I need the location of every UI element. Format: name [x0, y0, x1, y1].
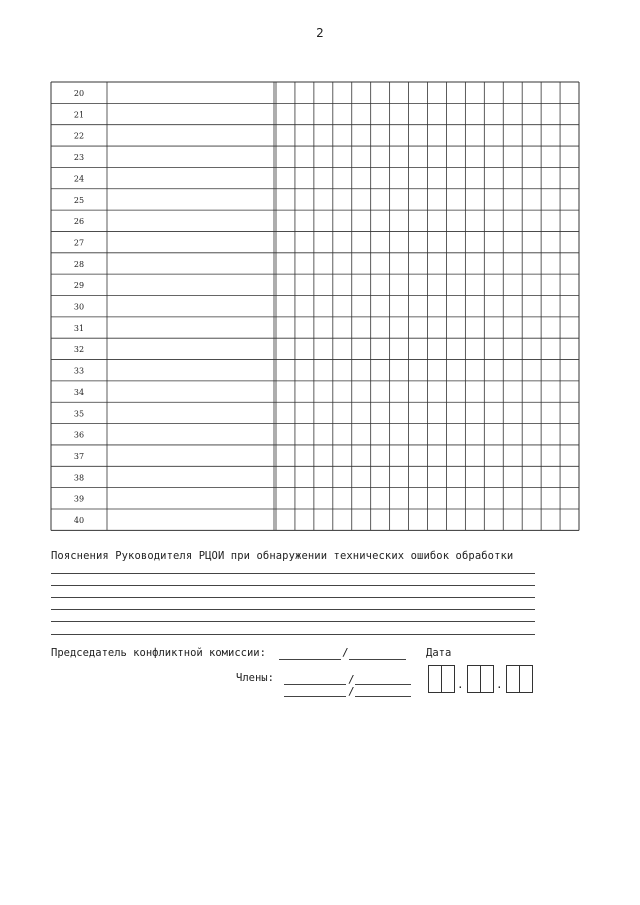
row-number: 39 [73, 494, 85, 504]
member-separator: / [348, 673, 355, 686]
row-number: 24 [73, 174, 85, 184]
date-separator: . [457, 678, 464, 691]
row-number: 27 [73, 238, 85, 248]
date-day-digit-box[interactable] [441, 665, 455, 693]
date-month-digit-box[interactable] [480, 665, 494, 693]
row-number: 32 [73, 345, 85, 355]
chair-separator: / [342, 646, 349, 659]
member-signature-line[interactable] [284, 696, 346, 697]
chair-signature-line[interactable] [279, 659, 341, 660]
date-year-digit-box[interactable] [519, 665, 533, 693]
row-number: 26 [73, 217, 85, 227]
explanation-line[interactable] [51, 585, 535, 586]
member-signature-line[interactable] [284, 684, 346, 685]
row-number: 40 [73, 516, 85, 525]
explanations-title: Пояснения Руководителя РЦОИ при обнаружении технических ошибок обработки [51, 550, 514, 562]
chair-name-line[interactable] [349, 659, 406, 660]
row-number: 21 [73, 110, 85, 120]
row-number: 35 [73, 409, 85, 419]
row-number: 30 [73, 302, 85, 312]
row-number: 20 [73, 89, 85, 98]
explanation-line[interactable] [51, 609, 535, 610]
explanation-line[interactable] [51, 573, 535, 574]
chair-label: Председатель конфликтной комиссии: [51, 647, 266, 659]
row-number: 22 [73, 131, 85, 141]
member-name-line[interactable] [355, 684, 411, 685]
row-number: 25 [73, 195, 85, 205]
explanation-line[interactable] [51, 597, 535, 598]
row-number: 31 [73, 323, 85, 333]
row-number: 36 [73, 430, 85, 440]
row-number: 38 [73, 473, 85, 483]
row-number: 34 [73, 387, 85, 397]
member-separator: / [348, 685, 355, 698]
row-number: 28 [73, 259, 85, 269]
members-label: Члены: [236, 672, 274, 684]
date-day-digit-box[interactable] [428, 665, 442, 693]
member-name-line[interactable] [355, 696, 411, 697]
date-month-digit-box[interactable] [467, 665, 481, 693]
explanation-line[interactable] [51, 621, 535, 622]
row-number: 29 [73, 281, 85, 291]
date-separator: . [496, 678, 503, 691]
explanation-line[interactable] [51, 634, 535, 635]
date-year-digit-box[interactable] [506, 665, 520, 693]
row-number: 23 [73, 153, 85, 163]
row-number: 33 [73, 366, 85, 376]
row-number: 37 [73, 451, 85, 461]
page-number: 2 [316, 26, 324, 40]
date-label: Дата [426, 647, 452, 659]
